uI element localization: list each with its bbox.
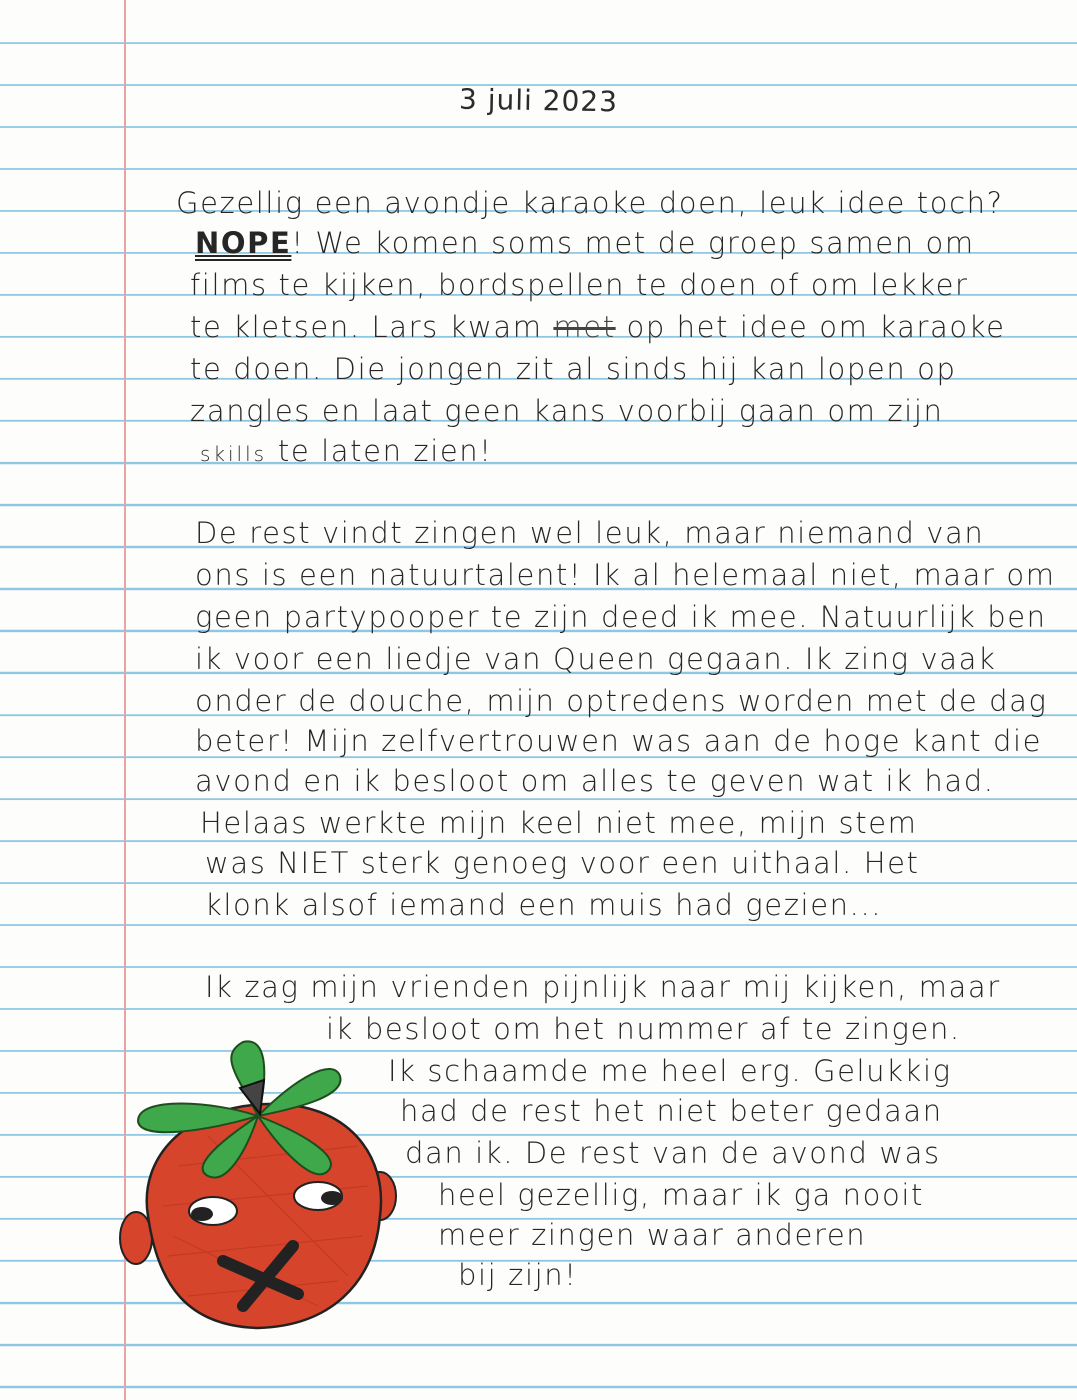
entry-date: 3 juli 2023 (458, 82, 619, 119)
text-line: bij zijn! (458, 1258, 578, 1292)
text-line: Ik zag mijn vrienden pijnlijk naar mij kijken, maar (205, 970, 1001, 1004)
text-line: Gezellig een avondje karaoke doen, leuk idee toch? (176, 186, 1004, 220)
text-line: NOPE! We komen soms met de groep samen om (195, 226, 975, 260)
tomato-face-icon (118, 1036, 400, 1336)
text-line: ik besloot om het nummer af te zingen. (326, 1012, 961, 1046)
crossed-out-word: met (553, 310, 616, 344)
emphasis-nope: NOPE (195, 226, 292, 260)
text-line: onder de douche, mijn optredens worden met de dag (195, 684, 1048, 718)
text-line: heel gezellig, maar ik ga nooit (438, 1178, 924, 1212)
text-line: Ik schaamde me heel erg. Gelukkig (388, 1054, 952, 1088)
text-line: was NIET sterk genoeg voor een uithaal. Het (205, 846, 920, 880)
text-line: zangles en laat geen kans voorbij gaan om zijn (190, 394, 944, 428)
text-line: De rest vindt zingen wel leuk, maar niemand van (195, 516, 985, 550)
text-line: avond en ik besloot om alles te geven wat ik had. (195, 764, 995, 798)
text-line: Helaas werkte mijn keel niet mee, mijn stem (200, 806, 918, 840)
text-line: ons is een natuurtalent! Ik al helemaal niet, maar om (195, 558, 1056, 592)
text-line: klonk alsof iemand een muis had gezien... (205, 888, 883, 922)
text-line: beter! Mijn zelfvertrouwen was aan de hoge kant die (195, 724, 1043, 758)
text-line: had de rest het niet beter gedaan (400, 1094, 943, 1128)
text-line: meer zingen waar anderen (438, 1218, 867, 1252)
text-line: dan ik. De rest van de avond was (405, 1136, 941, 1170)
text-line: skills te laten zien! (200, 434, 493, 468)
text-line: te kletsen. Lars kwam met op het idee om karaoke (190, 310, 1006, 344)
text-line: geen partypooper te zijn deed ik mee. Natuurlijk ben (195, 600, 1047, 634)
text-line: ik voor een liedje van Queen gegaan. Ik zing vaak (195, 642, 997, 676)
text-line: te doen. Die jongen zit al sinds hij kan lopen op (190, 352, 957, 386)
text-line: films te kijken, bordspellen te doen of om lekker (190, 268, 969, 302)
